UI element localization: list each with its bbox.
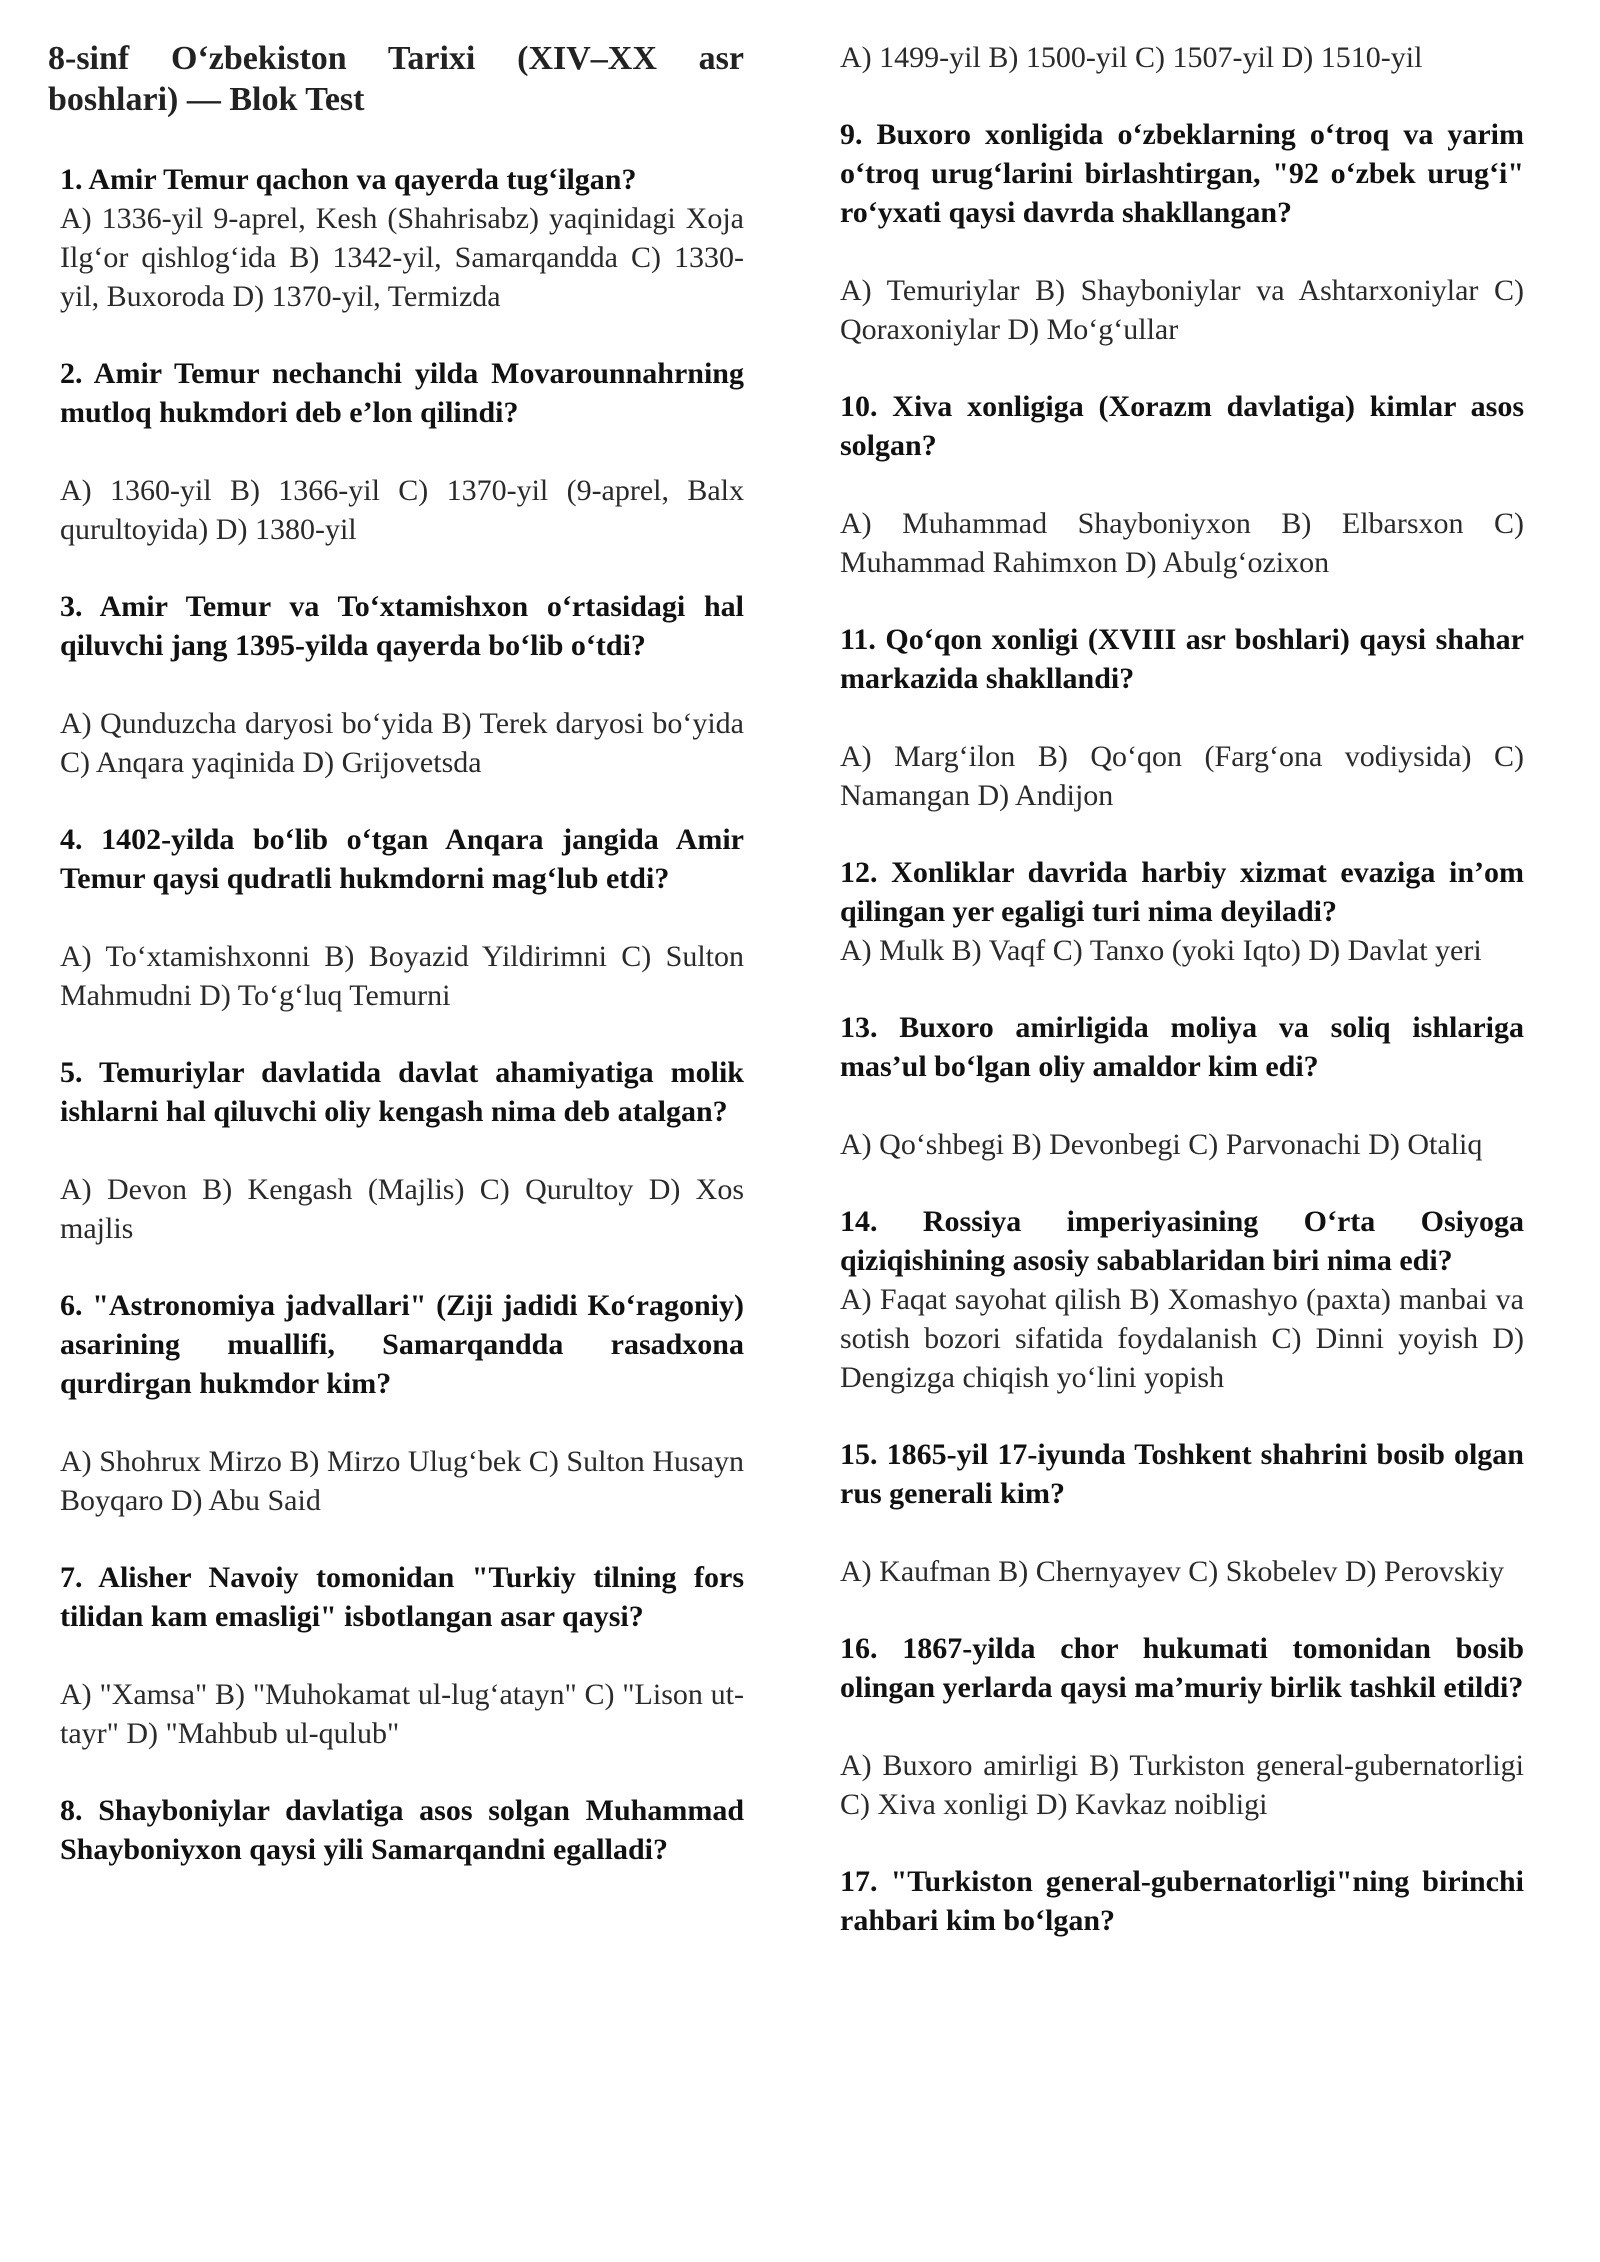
question-17	[840, 1862, 1524, 1940]
question-options: A) Faqat sayohat qilish B) Xomashyo (paxta) manbai va sotish bozori sifatida foydalanish C) Dinni yoyish D) Dengizga chiqish yo‘lini yopish	[840, 1283, 1524, 1394]
question-text: 17. "Turkiston general-gubernatorligi"ning birinchi rahbari kim bo‘lgan?	[840, 1865, 1524, 1937]
question-text: 14. Rossiya imperiyasining O‘rta Osiyoga qiziqishining asosiy sabablaridan biri nima edi?	[840, 1205, 1524, 1277]
document-title: 8-sinf O‘zbekiston Tarixi (XIV–XX asr boshlari) — Blok Test	[48, 40, 744, 118]
question-options: A) Qunduzcha daryosi bo‘yida B) Terek daryosi bo‘yida C) Anqara yaqinida D) Grijovetsda	[60, 707, 744, 779]
question-options: A) Qo‘shbegi B) Devonbegi C) Parvonachi D) Otaliq	[840, 1128, 1483, 1161]
question-text: 7. Alisher Navoiy tomonidan "Turkiy tilning fors tilidan kam emasligi" isbotlangan asar qaysi?	[60, 1561, 744, 1633]
question-text: 10. Xiva xonligiga (Xorazm davlatiga) kimlar asos solgan?	[840, 390, 1524, 462]
question-8-options: A) 1499-yil B) 1500-yil C) 1507-yil D) 1510-yil	[840, 41, 1423, 74]
question-options: A) To‘xtamishxonni B) Boyazid Yildirimni C) Sulton Mahmudni D) To‘g‘luq Temurni	[60, 940, 744, 1012]
question-text: 4. 1402-yilda bo‘lib o‘tgan Anqara jangida Amir Temur qaysi qudratli hukmdorni mag‘lub etdi?	[60, 823, 744, 895]
question-15	[840, 1435, 1524, 1591]
question-2	[60, 354, 744, 549]
question-text: 5. Temuriylar davlatida davlat ahamiyatiga molik ishlarni hal qiluvchi oliy kengash nima deb atalgan?	[60, 1056, 744, 1128]
question-6	[60, 1286, 744, 1520]
question-options: A) 1336-yil 9-aprel, Kesh (Shahrisabz) yaqinidagi Xoja Ilg‘or qishlog‘ida B) 1342-yil, Samarqandda C) 1330-yil, Buxoroda D) 1370-yil, Termizda	[60, 202, 744, 313]
question-12	[840, 853, 1524, 970]
question-text: 12. Xonliklar davrida harbiy xizmat evaziga in’om qilingan yer egaligi turi nima deyiladi?	[840, 856, 1524, 928]
question-options: A) Muhammad Shayboniyxon B) Elbarsxon C) Muhammad Rahimxon D) Abulg‘ozixon	[840, 507, 1524, 579]
question-options: A) Devon B) Kengash (Majlis) C) Qurultoy D) Xos majlis	[60, 1173, 744, 1245]
question-1	[60, 160, 744, 316]
question-options: A) Kaufman B) Chernyayev C) Skobelev D) Perovskiy	[840, 1555, 1505, 1588]
question-options: A) "Xamsa" B) "Muhokamat ul-lug‘atayn" C) "Lison ut-tayr" D) "Mahbub ul-qulub"	[60, 1678, 744, 1750]
question-8	[60, 1791, 744, 1869]
question-options: A) Marg‘ilon B) Qo‘qon (Farg‘ona vodiysida) C) Namangan D) Andijon	[840, 740, 1524, 812]
question-4	[60, 820, 744, 1015]
question-5	[60, 1053, 744, 1248]
question-text: 3. Amir Temur va To‘xtamishxon o‘rtasidagi hal qiluvchi jang 1395-yilda qayerda bo‘lib o‘tdi?	[60, 590, 744, 662]
right-column	[840, 32, 1524, 1978]
question-options: A) Temuriylar B) Shayboniylar va Ashtarxoniylar C) Qoraxoniylar D) Mo‘g‘ullar	[840, 274, 1524, 346]
question-text: 8. Shayboniylar davlatiga asos solgan Muhammad Shayboniyxon qaysi yili Samarqandni egalladi?	[60, 1794, 744, 1866]
question-options: A) Shohrux Mirzo B) Mirzo Ulug‘bek C) Sulton Husayn Boyqaro D) Abu Said	[60, 1445, 744, 1517]
question-11	[840, 620, 1524, 815]
question-text: 13. Buxoro amirligida moliya va soliq ishlariga mas’ul bo‘lgan oliy amaldor kim edi?	[840, 1011, 1524, 1083]
question-text: 16. 1867-yilda chor hukumati tomonidan bosib olingan yerlarda qaysi ma’muriy birlik tashkil etildi?	[840, 1632, 1524, 1704]
question-13	[840, 1008, 1524, 1164]
question-text: 15. 1865-yil 17-iyunda Toshkent shahrini bosib olgan rus generali kim?	[840, 1438, 1524, 1510]
question-9	[840, 115, 1524, 349]
question-10	[840, 387, 1524, 582]
question-options: A) Mulk B) Vaqf C) Tanxo (yoki Iqto) D) Davlat yeri	[840, 934, 1482, 967]
question-3	[60, 587, 744, 782]
question-text: 6. "Astronomiya jadvallari" (Ziji jadidi Ko‘ragoniy) asarining muallifi, Samarqandda rasadxona qurdirgan hukmdor kim?	[60, 1289, 744, 1400]
left-column	[48, 32, 744, 1907]
question-14	[840, 1202, 1524, 1397]
question-text: 1. Amir Temur qachon va qayerda tug‘ilgan?	[60, 163, 637, 196]
question-text: 9. Buxoro xonligida o‘zbeklarning o‘troq va yarim o‘troq urug‘larini birlashtirgan, "92 o‘zbek urug‘i" ro‘yxati qaysi davrda shakllangan?	[840, 118, 1524, 229]
question-text: 11. Qo‘qon xonligi (XVIII asr boshlari) qaysi shahar markazida shakllandi?	[840, 623, 1524, 695]
question-options: A) 1360-yil B) 1366-yil C) 1370-yil (9-aprel, Balx qurultoyida) D) 1380-yil	[60, 474, 744, 546]
question-7	[60, 1558, 744, 1753]
question-options: A) Buxoro amirligi B) Turkiston general-gubernatorligi C) Xiva xonligi D) Kavkaz noibligi	[840, 1749, 1524, 1821]
question-text: 2. Amir Temur nechanchi yilda Movarounnahrning mutloq hukmdori deb e’lon qilindi?	[60, 357, 744, 429]
question-16	[840, 1629, 1524, 1824]
